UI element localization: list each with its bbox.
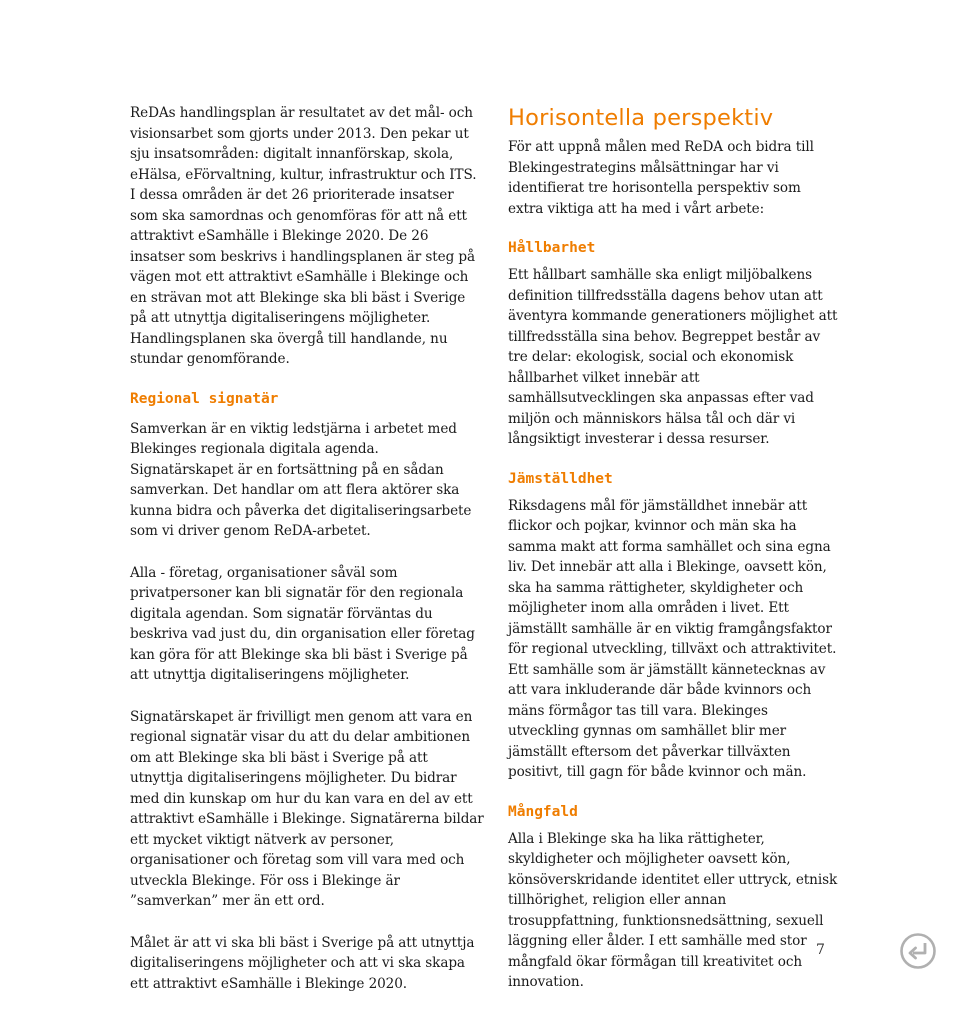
- paragraph-jamstalldhet: Riksdagens mål för jämställdhet innebär att flickor och pojkar, kvinnor och män ska ha samma makt att forma samhället och sina egna liv. Det innebär att alla i Blekinge, oavsett kön, ska ha samma rättigheter, skyldigheter och möjligheter inom alla områden i livet. Ett jämställt samhälle är en viktig framgångsfaktor för regional utveckling, tillväxt och attraktivitet. Ett samhälle som är jämställt kännetecknas av att vara inkluderande där både kvinnors och mäns förmågor tas till vara. Blekinges utveckling gynnas om samhället blir mer jämställt eftersom det påverkar tillväxten positivt, till gagn för både kvinnor och män.: [508, 497, 837, 780]
- paragraph-hallbarhet: Ett hållbart samhälle ska enligt miljöbalkens definition tillfredsställa dagens behov utan att äventyra kommande generationers möjlighet att tillfredsställa sina behov. Begreppet består av tre delar: ekologisk, social och ekonomisk hållbarhet vilket innebär att samhällsutvecklingen ska anpassas efter vad miljön och människors hälsa tål och där vi långsiktigt investerar i dessa resurser.: [508, 267, 838, 447]
- heading-mangfald: Mångfald: [508, 803, 578, 820]
- intro-paragraph: ReDAs handlingsplan är resultatet av det mål- och visionsarbet som gjorts under 2013. Den pekar ut sju insatsområden: digitalt innanförskap, skola, eHälsa, eFörvaltning, kultur, infrastruktur och ITS. I dessa områden är det 26 prioriterade insatser som ska samordnas och genomföras för att nå ett attraktivt eSamhälle i Blekinge 2020. De 26 insatser som beskrivs i handlingsplanen är steg på vägen mot ett attraktivt eSamhälle i Blekinge och en strävan mot att Blekinge ska bli bäst i Sverige på att utnyttja digitaliseringens möjligheter. Handlingsplanen ska övergå till handlande, nu stundar genomförande.: [130, 105, 477, 367]
- paragraph-malet: Målet är att vi ska bli bäst i Sverige på att utnyttja digitaliseringens möjligheter och att vi ska skapa ett attraktivt eSamhälle i Blekinge 2020.: [130, 934, 475, 992]
- paragraph-mangfald: Alla i Blekinge ska ha lika rättigheter, skyldigheter och möjligheter oavsett kön, könsöverskridande identitet eller uttryck, etnisk tillhörighet, religion eller annan trosuppfattning, funktionsnedsättning, sexuell läggning eller ålder. I ett samhälle med stor mångfald ökar förmågan till kreativitet och innovation.: [508, 830, 838, 990]
- paragraph-signatarskapet: Signatärskapet är frivilligt men genom att vara en regional signatär visar du att du delar ambitionen om att Blekinge ska bli bäst i Sverige på att utnyttja digitaliseringens möjligheter. Du bidrar med din kunskap om hur du kan vara en del av ett attraktivt eSamhälle i Blekinge. Signatärerna bildar ett mycket viktigt nätverk av personer, organisationer och företag som vill vara med och utveckla Blekinge. För oss i Blekinge är ”samverkan” mer än ett ord.: [130, 708, 484, 909]
- page-number: 7: [816, 942, 825, 958]
- paragraph-alla: Alla - företag, organisationer såväl som privatpersoner kan bli signatär för den regionala digitala agendan. Som signatär förväntas du beskriva vad just du, din organisation eller företag kan göra för att Blekinge ska bli bäst i Sverige på att utnyttja digitaliseringens möjligheter.: [130, 564, 475, 683]
- page-title: Horisontella perspektiv: [508, 105, 774, 131]
- left-column: [130, 103, 485, 1015]
- heading-jamstalldhet: Jämställdhet: [508, 470, 613, 487]
- right-column: [508, 105, 838, 1014]
- heading-regional-signatar: Regional signatär: [130, 390, 279, 407]
- intro-paragraph-right: För att uppnå målen med ReDA och bidra till Blekingestrategins målsättningar har vi identifierat tre horisontella perspektiv som extra viktiga att ha med i vårt arbete:: [508, 139, 814, 217]
- return-arrow-icon[interactable]: [899, 932, 937, 970]
- heading-hallbarhet: Hållbarhet: [508, 240, 596, 256]
- paragraph-samverkan: Samverkan är en viktig ledstjärna i arbetet med Blekinges regionala digitala agenda. Signatärskapet är en fortsättning på en sådan samverkan. Det handlar om att flera aktörer ska kunna bidra och påverka det digitaliseringsarbete som vi driver genom ReDA-arbetet.: [130, 420, 472, 539]
